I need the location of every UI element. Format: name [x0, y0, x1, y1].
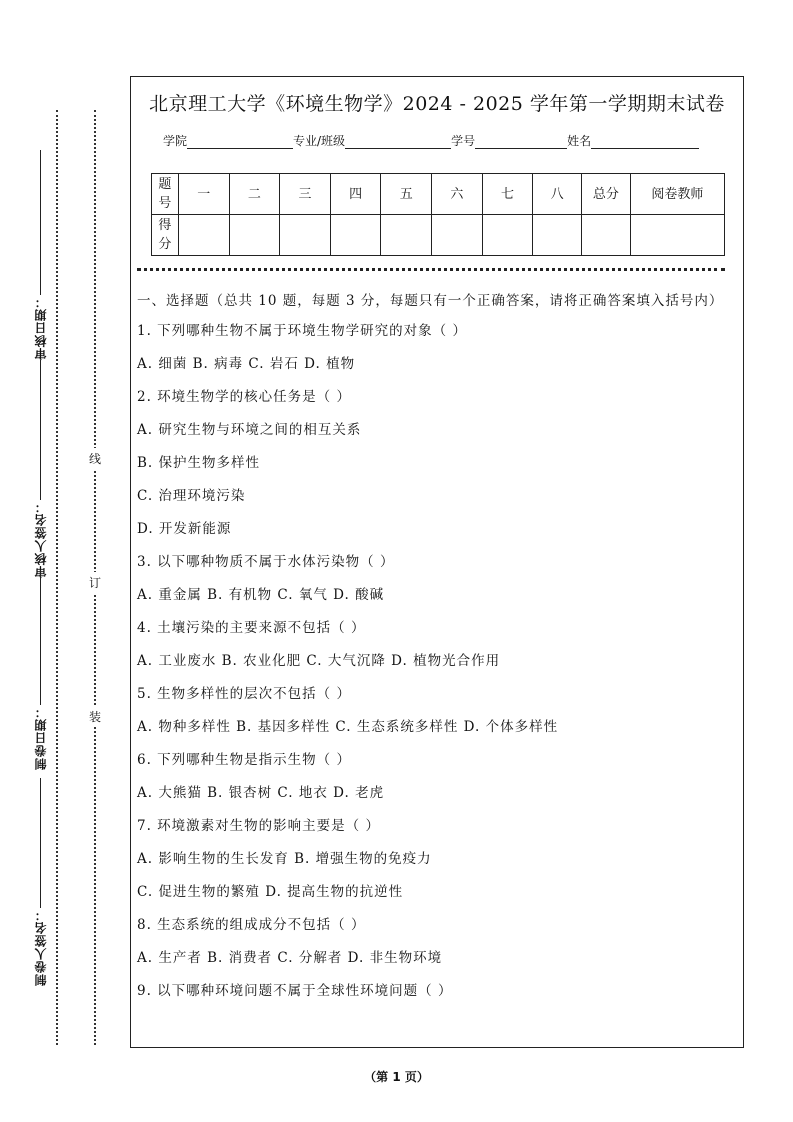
college-label: 学院: [163, 134, 188, 148]
question-option: C. 治理环境污染: [137, 488, 246, 504]
major-label: 专业/班级: [293, 134, 346, 148]
question-stem: 7. 环境激素对生物的影响主要是（ ）: [137, 818, 380, 834]
question-list: [137, 320, 729, 1013]
reviewer-signature-line: [40, 360, 41, 500]
exam-frame: [130, 76, 744, 1048]
column-header-7: 七: [482, 174, 533, 215]
exam-title: 北京理工大学《环境生物学》2024 - 2025 学年第一学期期末试卷: [149, 93, 725, 115]
binding-dotted-line-outer: [56, 110, 58, 1045]
score-cell-2[interactable]: [229, 215, 280, 256]
question-stem: 5. 生物多样性的层次不包括（ ）: [137, 686, 351, 702]
compiler-signature-label: 制卷人签名：: [33, 908, 48, 986]
student-id-blank[interactable]: [475, 136, 567, 149]
score-cell-5[interactable]: [381, 215, 432, 256]
score-table: [151, 173, 725, 256]
section-title: 一、选择题（总共 10 题，每题 3 分，每题只有一个正确答案，请将正确答案填入括号内）: [137, 293, 724, 309]
question-stem: 9. 以下哪种环境问题不属于全球性环境问题（ ）: [137, 983, 453, 999]
question-stem: 2. 环境生物学的核心任务是（ ）: [137, 389, 351, 405]
compiler-signature-field[interactable]: [30, 778, 50, 986]
score-cell-8[interactable]: [533, 215, 582, 256]
name-label: 姓名: [567, 134, 592, 148]
question-stem: 1. 下列哪种生物不属于环境生物学研究的对象（ ）: [137, 323, 467, 339]
question-stem: 6. 下列哪种生物是指示生物（ ）: [137, 752, 351, 768]
question-option: C. 促进生物的繁殖 D. 提高生物的抗逆性: [137, 884, 404, 900]
question-stem: 8. 生态系统的组成成分不包括（ ）: [137, 917, 366, 933]
column-header-2: 二: [229, 174, 280, 215]
binding-char-xian: 线: [88, 448, 102, 469]
reviewer-signature-label: 审核人签名：: [33, 500, 48, 578]
page-number: （第 1 页）: [364, 1070, 429, 1084]
question-option: A. 影响生物的生长发育 B. 增强生物的免疫力: [137, 851, 432, 867]
column-header-4: 四: [330, 174, 381, 215]
exam-content: [137, 290, 729, 1013]
score-cell-total[interactable]: [582, 215, 631, 256]
total-score-header: 总分: [582, 174, 631, 215]
student-info-row: [163, 132, 699, 149]
score-row-header: 得分: [152, 215, 179, 256]
question-option: A. 重金属 B. 有机物 C. 氧气 D. 酸碱: [137, 587, 385, 603]
compile-date-line: [40, 570, 41, 705]
question-option: A. 物种多样性 B. 基因多样性 C. 生态系统多样性 D. 个体多样性: [137, 719, 559, 735]
reviewer-signature-field[interactable]: [30, 360, 50, 578]
column-header-8: 八: [533, 174, 582, 215]
question-option: B. 保护生物多样性: [137, 455, 261, 471]
compiler-signature-line: [40, 778, 41, 908]
dotted-separator: [137, 268, 725, 271]
score-cell-1[interactable]: [178, 215, 229, 256]
college-blank[interactable]: [187, 136, 293, 149]
grader-header: 阅卷教师: [630, 174, 724, 215]
score-table-score-row: [152, 215, 725, 256]
score-cell-4[interactable]: [330, 215, 381, 256]
column-header-6: 六: [432, 174, 483, 215]
compile-date-label: 制卷日期：: [33, 705, 48, 770]
question-option: A. 生产者 B. 消费者 C. 分解者 D. 非生物环境: [137, 950, 443, 966]
column-header-3: 三: [280, 174, 331, 215]
binding-char-ding: 订: [88, 572, 102, 593]
binding-char-zhuang: 装: [88, 706, 102, 727]
major-blank[interactable]: [345, 136, 451, 149]
score-cell-grader[interactable]: [630, 215, 724, 256]
score-cell-6[interactable]: [432, 215, 483, 256]
score-cell-7[interactable]: [482, 215, 533, 256]
column-header-5: 五: [381, 174, 432, 215]
review-date-line: [40, 150, 41, 295]
question-option: A. 工业废水 B. 农业化肥 C. 大气沉降 D. 植物光合作用: [137, 653, 501, 669]
review-date-field[interactable]: [30, 150, 50, 360]
question-number-header: 题号: [152, 174, 179, 215]
name-blank[interactable]: [591, 136, 699, 149]
student-id-label: 学号: [451, 134, 476, 148]
score-table-header-row: [152, 174, 725, 215]
question-option: A. 细菌 B. 病毒 C. 岩石 D. 植物: [137, 356, 356, 372]
question-option: A. 大熊猫 B. 银杏树 C. 地衣 D. 老虎: [137, 785, 385, 801]
question-option: A. 研究生物与环境之间的相互关系: [137, 422, 362, 438]
question-stem: 3. 以下哪种物质不属于水体污染物（ ）: [137, 554, 395, 570]
score-cell-3[interactable]: [280, 215, 331, 256]
binding-margin: [0, 0, 128, 1122]
question-stem: 4. 土壤污染的主要来源不包括（ ）: [137, 620, 366, 636]
question-option: D. 开发新能源: [137, 521, 232, 537]
column-header-1: 一: [178, 174, 229, 215]
compile-date-field[interactable]: [30, 570, 50, 770]
review-date-label: 审核日期：: [33, 295, 48, 360]
